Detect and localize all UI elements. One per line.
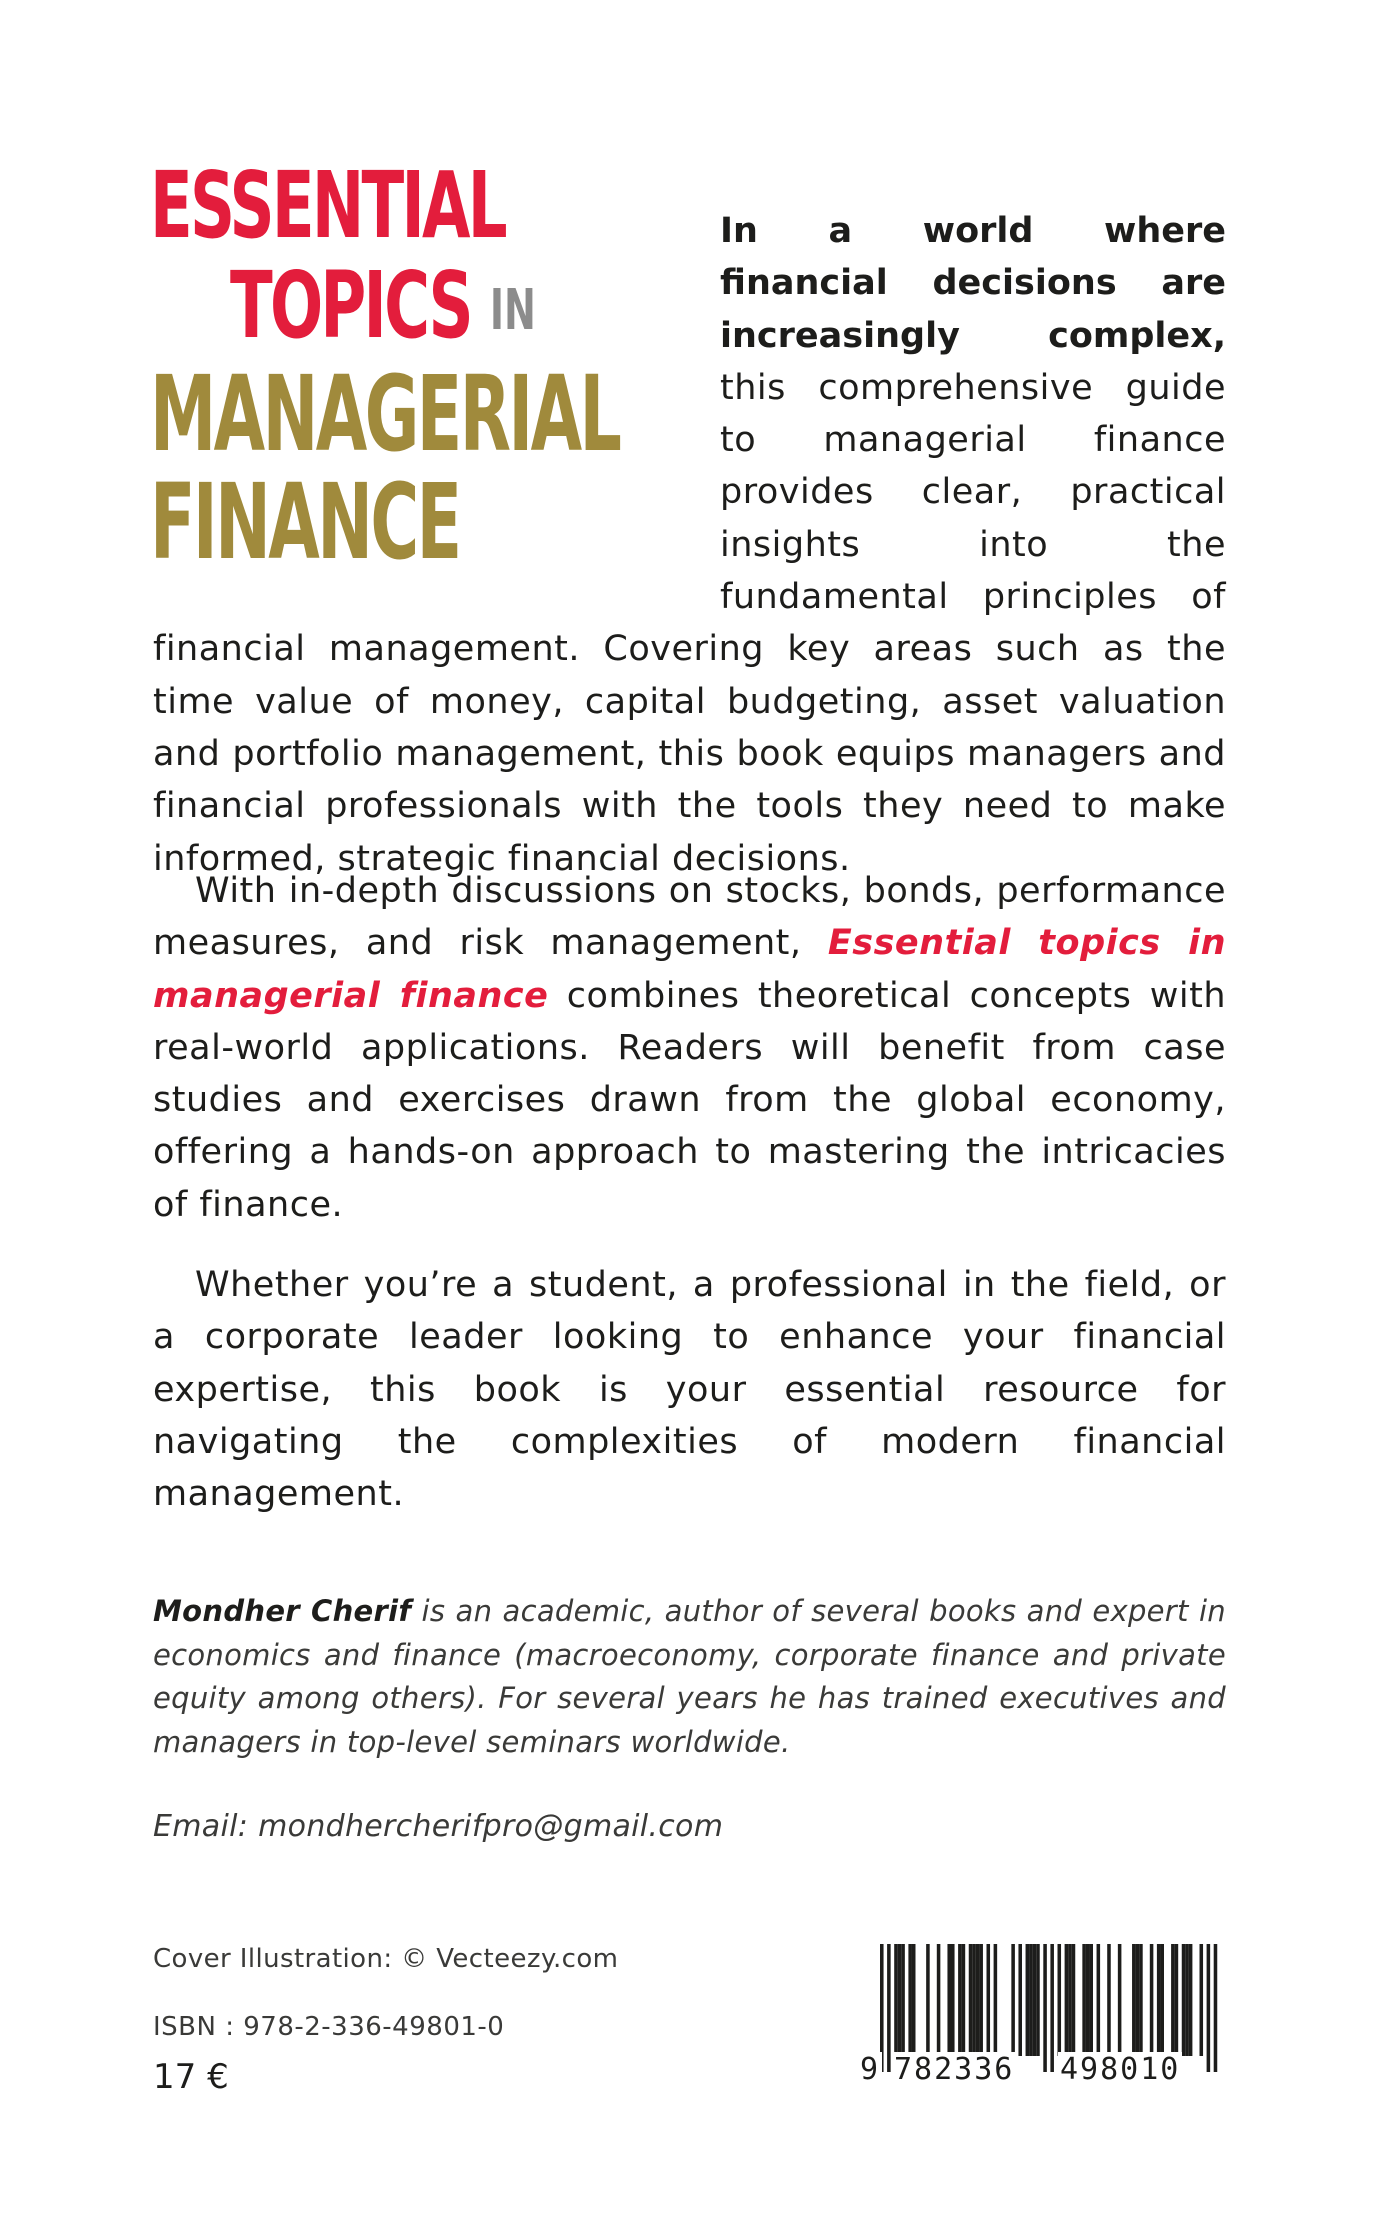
barcode-bar bbox=[912, 1944, 916, 2056]
barcode-bar bbox=[969, 1944, 973, 2056]
email-label: Email: bbox=[153, 1809, 249, 1844]
barcode-bar bbox=[1200, 1944, 1204, 2056]
barcode-bar bbox=[1068, 1944, 1072, 2056]
barcode-bar bbox=[1157, 1944, 1161, 2056]
barcode-bar bbox=[1175, 1944, 1179, 2056]
barcode-bar bbox=[1018, 1944, 1022, 2056]
barcode-bar bbox=[1139, 1944, 1143, 2056]
barcode-bar bbox=[1097, 1944, 1101, 2056]
barcode-right-digits: 498010 bbox=[1060, 2052, 1181, 2087]
barcode-bar bbox=[1160, 1944, 1164, 2056]
barcode-digits bbox=[862, 2052, 1226, 2094]
barcode-bar bbox=[1171, 1944, 1175, 2056]
barcode-lead-digit: 9 bbox=[860, 2052, 881, 2087]
barcode-bar bbox=[1185, 1944, 1189, 2056]
barcode-bar bbox=[947, 1944, 951, 2056]
cover-illustration-credit: Cover Illustration: © Vecteezy.com bbox=[153, 1944, 619, 1974]
barcode-bar bbox=[901, 1944, 905, 2056]
barcode-bar bbox=[1033, 1944, 1037, 2056]
barcode-bar bbox=[898, 1944, 902, 2056]
description-paragraph-1 bbox=[153, 205, 1226, 885]
p2-end-text: combines theoretical concepts with real-world applications. Readers will benefit from case studies and exercises drawn from the global economy, offering a hands-on approach to mastering the intricacies of finance. bbox=[153, 975, 1227, 1225]
barcode-bar bbox=[951, 1944, 955, 2056]
author-name: Mondher Cherif bbox=[153, 1594, 412, 1628]
title-line-finance: FINANCE bbox=[150, 461, 460, 583]
title-word-in: IN bbox=[489, 278, 536, 343]
barcode-bar bbox=[972, 1944, 976, 2056]
barcode-bar bbox=[979, 1944, 983, 2056]
barcode-bar bbox=[1082, 1944, 1086, 2056]
barcode-bar bbox=[1036, 1944, 1040, 2056]
author-email bbox=[153, 1809, 723, 1844]
barcode-bar bbox=[1182, 1944, 1186, 2056]
barcode-bar bbox=[894, 1944, 898, 2056]
barcode-bar bbox=[1089, 1944, 1093, 2056]
barcode-bar bbox=[1189, 1944, 1193, 2056]
price: 17 € bbox=[153, 2057, 229, 2097]
barcode-bar bbox=[976, 1944, 980, 2056]
barcode-bar bbox=[1132, 1944, 1136, 2056]
barcode-bar bbox=[962, 1944, 966, 2056]
isbn-barcode bbox=[862, 1944, 1226, 2094]
barcode-bar bbox=[1026, 1944, 1030, 2056]
title-line-essential: ESSENTIAL bbox=[150, 152, 505, 259]
barcode-bar bbox=[994, 1944, 998, 2056]
barcode-bar bbox=[1072, 1944, 1076, 2056]
intro-bold-text: In a world where financial decisions are increasingly complex, bbox=[720, 211, 1226, 356]
barcode-bar bbox=[1150, 1944, 1154, 2056]
barcode-bar bbox=[926, 1944, 930, 2056]
book-title-reference: Essential topics in managerial finance bbox=[153, 923, 1226, 1016]
barcode-bar bbox=[1058, 1944, 1062, 2056]
barcode-bar bbox=[1011, 1944, 1015, 2056]
barcode-bar bbox=[1107, 1944, 1111, 2056]
barcode-bar bbox=[1029, 1944, 1033, 2056]
barcode-bar bbox=[1086, 1944, 1090, 2056]
title-word-topics: TOPICS bbox=[230, 252, 471, 359]
barcode-bar bbox=[908, 1944, 912, 2056]
barcode-left-digits: 782336 bbox=[894, 2052, 1015, 2087]
p2-start-text: With in-depth discussions on stocks, bonds, performance measures, and risk management, bbox=[153, 871, 1226, 964]
p3-text: Whether you’re a student, a professional in the field, or a corporate leader looking to enhance your financial expertise, this book is your essential resource for navigating the complexities of modern financial management. bbox=[153, 1265, 1226, 1515]
description-paragraph-2 bbox=[153, 865, 1226, 1231]
barcode-bar bbox=[1065, 1944, 1069, 2056]
author-bio bbox=[153, 1590, 1226, 1764]
barcode-bar bbox=[987, 1944, 991, 2056]
author-bio-text: is an academic, author of several books and expert in economics and finance (macroeconomy, corporate finance and private equity among others). For several years he has trained executives and managers in top-level seminars worldwide. bbox=[153, 1594, 1226, 1759]
barcode-bar bbox=[958, 1944, 962, 2056]
barcode-bar bbox=[1118, 1944, 1122, 2056]
barcode-bar bbox=[1136, 1944, 1140, 2056]
description-paragraph-3 bbox=[153, 1259, 1226, 1520]
barcode-bar bbox=[937, 1944, 941, 2056]
isbn: ISBN : 978-2-336-49801-0 bbox=[153, 2012, 505, 2042]
email-address: mondhercherifpro@gmail.com bbox=[258, 1809, 724, 1844]
intro-text: this comprehensive guide to managerial finance provides clear, practical insights into the fundamental principles of financial management. Covering key areas such as the time value of money, capital budgeting, asset valuation and portfolio management, this book equips managers and financial professionals with the tools they need to make informed, strategic financial decisions. bbox=[153, 367, 1226, 879]
title-line-managerial: MANAGERIAL bbox=[150, 353, 620, 475]
